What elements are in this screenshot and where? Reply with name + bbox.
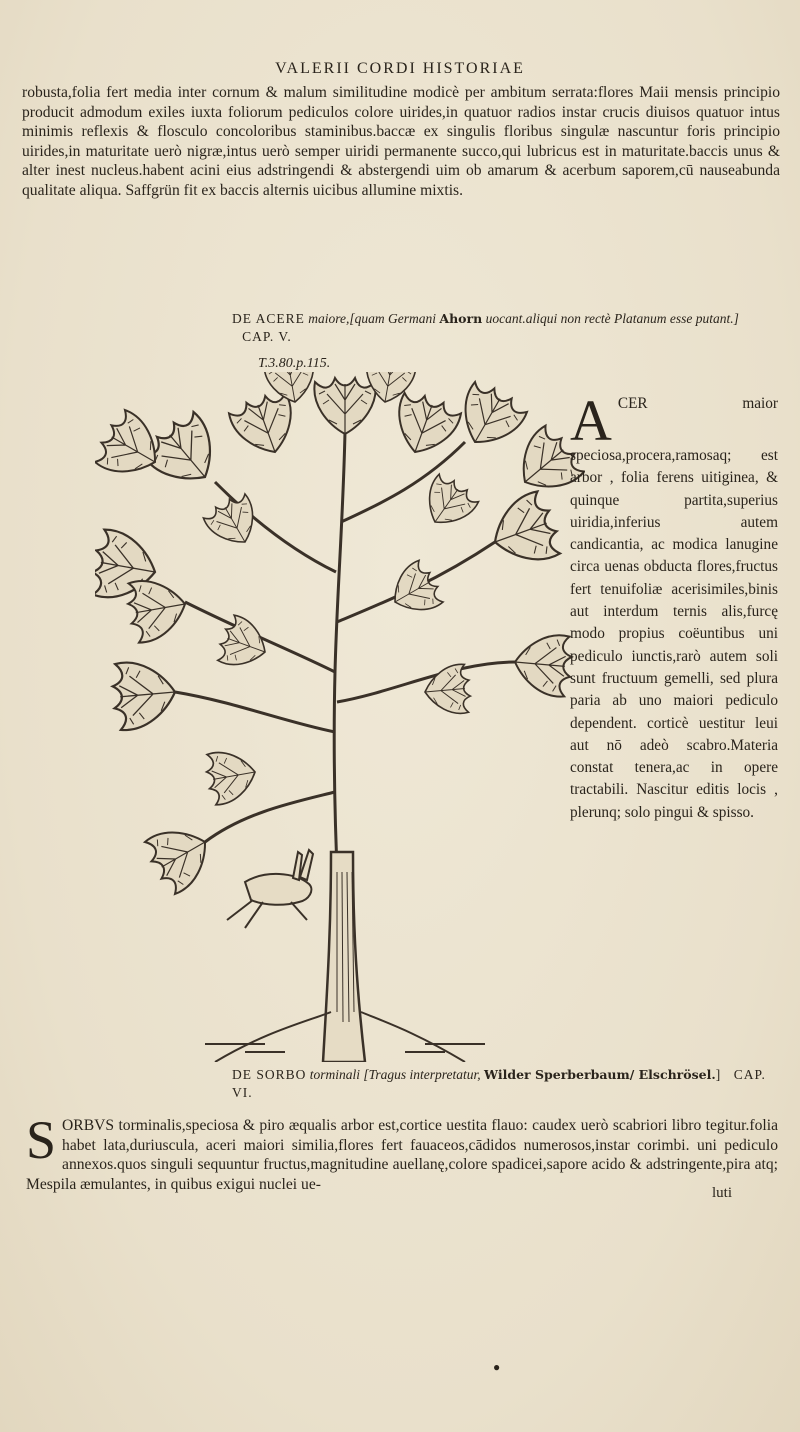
chapter-text-sorbus (26, 1110, 778, 1194)
chapter-lead: DE SORBO (232, 1067, 307, 1082)
chapter-heading-sorbus (232, 1066, 772, 1102)
chapter-number: CAP. V. (242, 329, 292, 344)
chapter-number: CAP. VI. (232, 1067, 766, 1100)
first-word: CER (617, 395, 648, 412)
running-head: VALERII CORDI HISTORIAE (275, 60, 525, 77)
chapter-italic: maiore,[quam Germani (308, 311, 437, 326)
chapter-heading-acer (232, 310, 772, 346)
body-text: torminalis,speciosa & piro æqualis arbor est,cortice uestita flauo: caudex uerò scabriori libro tegitur.folia habet lata,duriuscula, aceri maiori similia,flores fert fauaceos,cādidos numerosos,instar corimbi. uni pediculo annexos.quos singuli sequuntur fructus,magnitudine auellanę,colore spadicei,sapore acido & adstringente,pira atq; Mespila æmulantes, in quibus exigui nuclei ue- (26, 1117, 778, 1193)
hare-drawing (227, 850, 313, 928)
bracket-close: ] (715, 1067, 721, 1082)
chapter-text-acer (570, 388, 778, 824)
chapter-italic: torminali [Tragus interpretatur, (309, 1067, 481, 1082)
drop-capital: A (570, 388, 612, 453)
chapter-lead: DE ACERE (232, 311, 305, 326)
chapter-italic-2: uocant.aliqui non rectè Platanum esse putant.] (485, 311, 739, 326)
first-word: ORBVS (62, 1117, 115, 1134)
ink-stain: ● (493, 1360, 501, 1374)
chapter-blackletter: Ahorn (439, 311, 483, 326)
body-text: maior speciosa,procera,ramosaq; est arbor , folia ferens uitiginea, & quinque partita,superius uiridia,inferius autem candicantia, ac modica lanugine circa uenas obducta flores,fructus fert tenuifoliæ acerisimiles,binis aut interdum ternis alis,furcę modo propius coëuntibus uni pediculo iunctis,rarò autem soli sunt fructuum gemelli, sed plura paria ab uno maiori pediculo dependent. corticè uestitur leui aut nō adeò scabro.Materia constat tenera,ac in opere tractabili. Nascitur editis locis , plerunq; solo pingui & spisso. (570, 395, 778, 821)
cross-reference: T.3.80.p.115. (258, 356, 331, 371)
chapter-blackletter: Wilder Sperberbaum/ Elschrösel. (484, 1067, 716, 1082)
drop-capital: S (26, 1110, 57, 1170)
acer-tree-woodcut (95, 372, 585, 1062)
catchword: luti (712, 1185, 733, 1201)
paragraph-cornus-continuation: robusta,folia fert media inter cornum & malum similitudine modicè per ambitum serrata:flores Maii mensis principio producit admodum exiles iuxta foliorum pediculos colore uirides,in quatuor radios instar crucis diuisos quatuor intus minimis reflexis & flosculo concoloribus staminibus.baccæ ex singulis floribus singulæ nascuntur foris principio uirides,in maturitate uerò nigræ,intus uerò semper uiridi permanente succo,qui lubricus est in maturitate.baccis unus & alter inest nucleus.habent acini eius adstringendi & abstergendi uim ob amarum & acerbum saporem,cū nauseabunda qualitate aliqua. Saffgrün fit ex baccis alternis uicibus allumine mixtis. (22, 84, 780, 199)
